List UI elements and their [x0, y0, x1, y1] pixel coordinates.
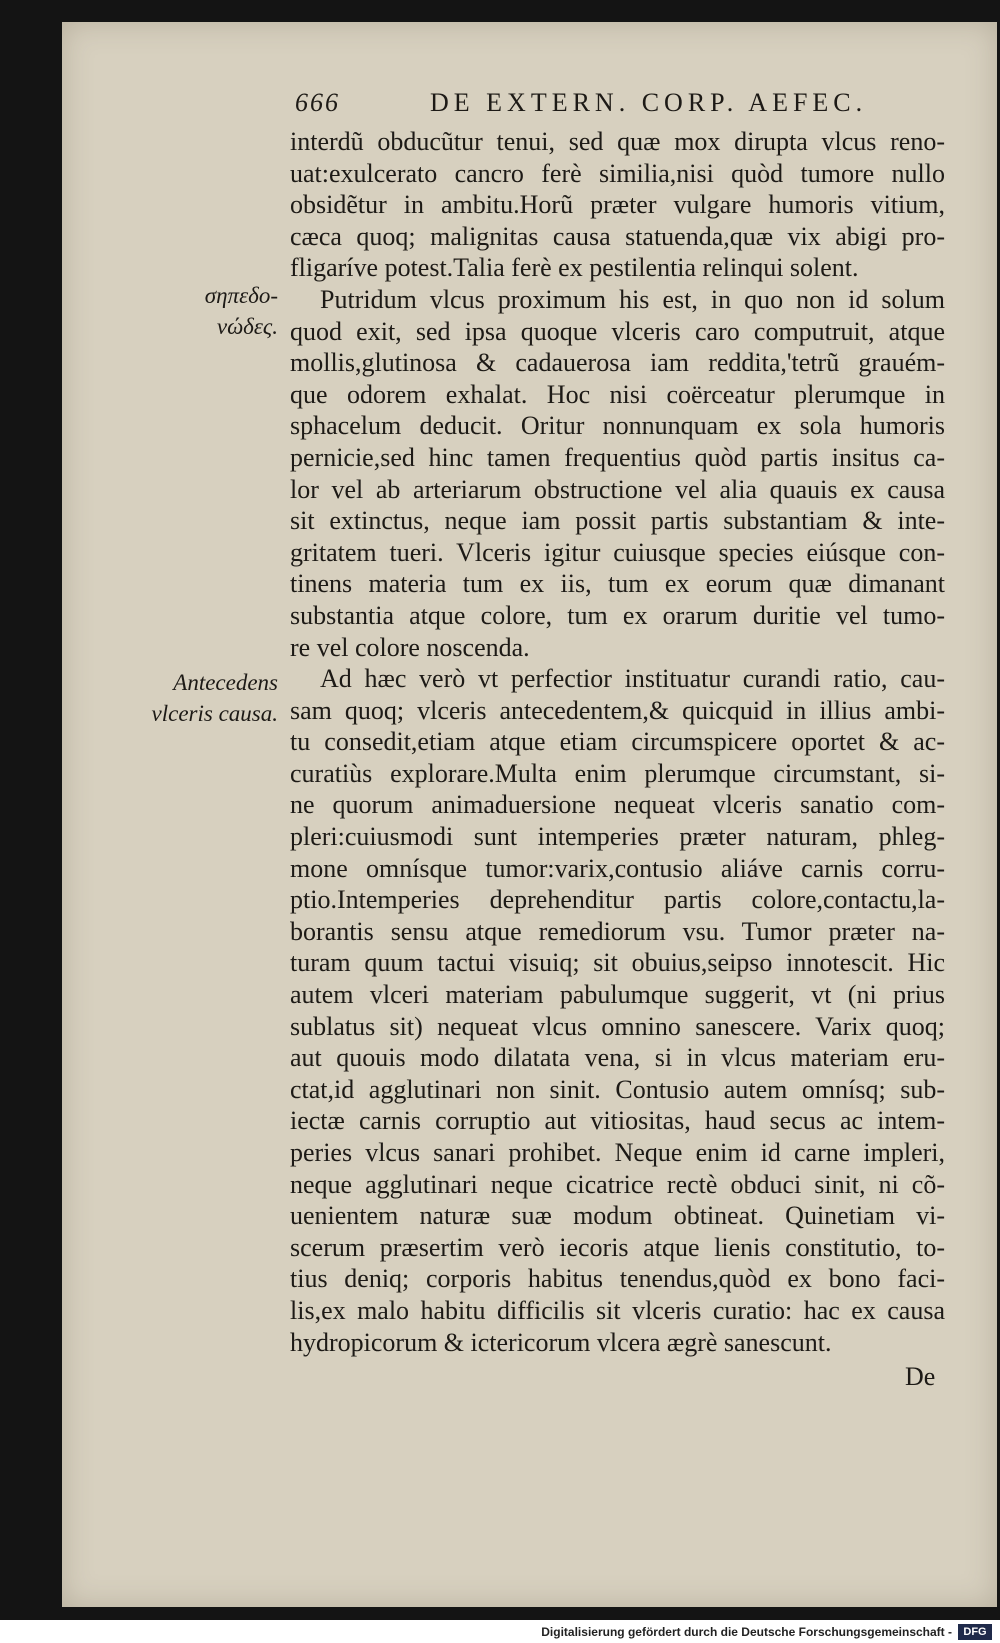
text-line: tinens materia tum ex iis, tum ex eorum quæ dimanant — [290, 569, 945, 599]
text-line: curatiùs explorare.Multa enim plerumque circumstant, si- — [290, 758, 945, 788]
text-line: borantis sensu atque remediorum vsu. Tumor præter na- — [290, 916, 945, 946]
catchword: De — [905, 1362, 936, 1391]
margin-note-latin — [120, 667, 278, 729]
running-title: DE EXTERN. CORP. AEFEC. — [430, 88, 868, 117]
text-line: tius deniq; corporis habitus tenendus,quòd ex bono faci- — [290, 1264, 945, 1294]
margin-note-greek — [160, 280, 278, 342]
text-line: sam quoq; vlceris antecedentem,& quicquid in illius ambi- — [290, 695, 945, 725]
text-line: re vel colore noscenda. — [290, 632, 530, 662]
text-line: neque agglutinari neque cicatrice rectè obduci sinit, ni cõ- — [290, 1169, 945, 1199]
text-line: lis,ex malo habitu difficilis sit vlceris curatio: hac ex causa — [290, 1295, 945, 1325]
text-line: pleri:cuiusmodi sunt intemperies præter naturam, phleg- — [290, 822, 945, 852]
text-line: gritatem tueri. Vlceris igitur cuiusque species eiúsque con- — [290, 537, 945, 567]
text-line: que odorem exhalat. Hoc nisi coërceatur plerumque in — [290, 379, 945, 409]
text-line: Ad hæc verò vt perfectior instituatur curandi ratio, cau- — [320, 664, 945, 694]
text-line: fligaríve potest.Talia ferè ex pestilentia relinqui solent. — [290, 253, 859, 283]
text-line: mollis,glutinosa & cadauerosa iam reddita,'tetrũ grauém- — [290, 348, 945, 378]
text-line: iectæ carnis corruptio aut vitiositas, haud secus ac intem- — [290, 1106, 945, 1136]
text-line: quod exit, sed ipsa quoque vlceris caro computruit, atque — [290, 316, 945, 346]
text-line: peries vlcus sanari prohibet. Neque enim id carne impleri, — [290, 1138, 945, 1167]
text-line: lor vel ab arteriarum obstructione vel alia quauis ex causa — [290, 474, 945, 504]
text-line: Putridum vlcus proximum his est, in quo non id solum — [320, 284, 945, 314]
footer-credit: Digitalisierung gefördert durch die Deutsche Forschungsgemeinschaft - — [541, 1625, 952, 1639]
text-line: tu consedit,etiam atque etiam circumspicere oportet & ac- — [290, 727, 945, 757]
text-line: ctat,id agglutinari non sinit. Contusio autem omnísq; sub- — [290, 1074, 945, 1104]
page-number: 666 — [295, 88, 340, 117]
text-line: obsidẽtur in ambitu.Horũ præter vulgare humoris vitium, — [290, 190, 945, 220]
digitization-footer — [0, 1622, 1000, 1643]
dfg-logo: DFG — [958, 1624, 992, 1640]
text-line: hydropicorum & ictericorum vlcera ægrè sanescunt. — [290, 1327, 832, 1357]
running-header — [295, 88, 955, 124]
text-line: interdũ obducũtur tenui, sed quæ mox dirupta vlcus reno- — [290, 127, 945, 156]
text-line: scerum præsertim verò iecoris atque lienis constitutio, to- — [290, 1232, 945, 1262]
margin-note-greek-text: σηπεδο- νώδες. — [204, 283, 278, 339]
text-line: cæca quoq; malignitas causa statuenda,quæ vix abigi pro- — [290, 221, 945, 251]
text-line: aut quouis modo dilatata vena, si in vlcus materiam eru- — [290, 1043, 945, 1073]
text-line: ne quorum animaduersione nequeat vlceris sanatio com- — [290, 790, 945, 820]
text-line: uat:exulcerato cancro ferè similia,nisi quòd tumore nullo — [290, 158, 945, 188]
text-line: pernicie,sed hinc tamen frequentius quòd partis insitus ca- — [290, 442, 945, 472]
text-line: autem vlceri materiam pabulumque suggerit, vt (ni prius — [290, 980, 945, 1010]
margin-note-latin-text: Antecedens vlceris causa. — [151, 670, 278, 726]
text-line: uenientem naturæ suæ modum obtineat. Quinetiam vi- — [290, 1201, 945, 1231]
text-line: turam quum tactui visuiq; sit obuius,seipso innotescit. Hic — [290, 948, 945, 978]
text-line: sit extinctus, neque iam possit partis substantiam & inte- — [290, 506, 945, 536]
text-line: mone omnísque tumor:varix,contusio aliáve carnis corru- — [290, 853, 945, 883]
text-line: sphacelum deducit. Oritur nonnunquam ex sola humoris — [290, 411, 945, 441]
text-line: ptio.Intemperies deprehenditur partis colore,contactu,la- — [290, 885, 945, 915]
text-line: substantia atque colore, tum ex orarum duritie vel tumo- — [290, 600, 945, 630]
text-line: sublatus sit) nequeat vlcus omnino sanescere. Varix quoq; — [290, 1011, 945, 1041]
body-text — [290, 126, 945, 1358]
